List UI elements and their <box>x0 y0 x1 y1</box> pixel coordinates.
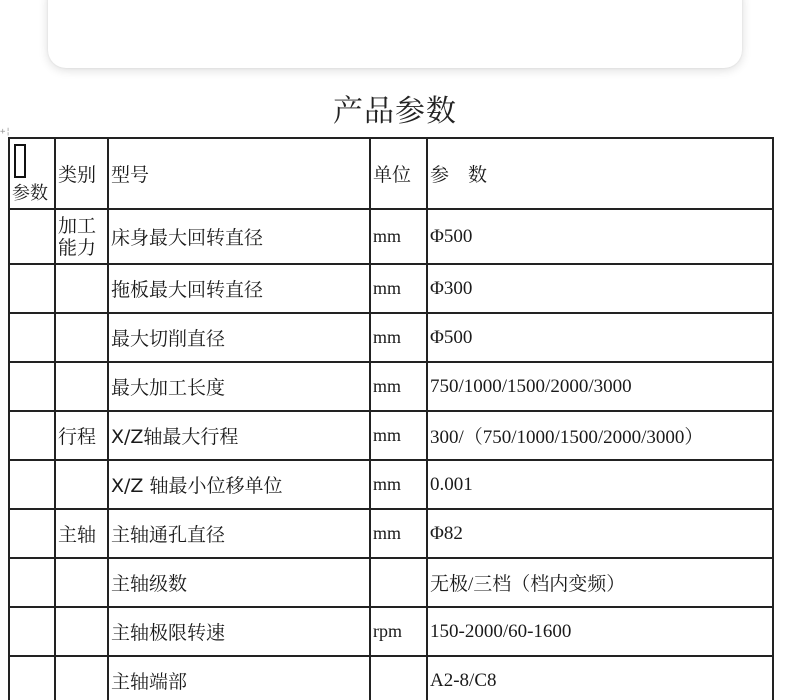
category-text: 加工能力 <box>58 214 97 259</box>
table-row <box>9 460 773 509</box>
model-cell: X/Z轴最大行程 <box>108 411 370 460</box>
params-table <box>8 137 774 700</box>
value-cell: Φ500 <box>427 209 773 264</box>
model-cell: 最大切削直径 <box>108 313 370 362</box>
table-row <box>9 209 773 264</box>
table-move-handle-icon: +¦ <box>0 127 11 137</box>
unit-cell: mm <box>370 362 427 411</box>
top-card <box>48 0 742 68</box>
category-cell <box>55 264 108 313</box>
table-row <box>9 411 773 460</box>
table-row <box>9 558 773 607</box>
header-param: 参数 <box>12 182 48 204</box>
param-cell <box>9 209 55 264</box>
param-cell <box>9 656 55 700</box>
value-cell: 750/1000/1500/2000/3000 <box>427 362 773 411</box>
empty-box-icon <box>14 144 26 178</box>
category-cell <box>55 656 108 700</box>
table-row <box>9 656 773 700</box>
param-cell <box>9 362 55 411</box>
value-cell: 无极/三档（档内变频） <box>427 558 773 607</box>
model-cell: 主轴极限转速 <box>108 607 370 656</box>
section-title: 产品参数 <box>333 94 457 129</box>
value-cell: 300/（750/1000/1500/2000/3000） <box>427 411 773 460</box>
model-cell: 最大加工长度 <box>108 362 370 411</box>
header-category: 类别 <box>55 138 108 209</box>
model-cell: 主轴级数 <box>108 558 370 607</box>
value-cell: 150-2000/60-1600 <box>427 607 773 656</box>
value-cell: A2-8/C8 <box>427 656 773 700</box>
param-cell <box>9 313 55 362</box>
header-unit: 单位 <box>370 138 427 209</box>
category-cell: 行程 <box>55 411 108 460</box>
model-cell: 主轴端部 <box>108 656 370 700</box>
header-value: 参 数 <box>427 138 773 209</box>
unit-cell: mm <box>370 264 427 313</box>
header-param-cell <box>9 138 55 209</box>
unit-cell: mm <box>370 313 427 362</box>
param-cell <box>9 509 55 558</box>
header-model: 型号 <box>108 138 370 209</box>
unit-cell: mm <box>370 509 427 558</box>
table-header-row <box>9 138 773 209</box>
param-cell <box>9 607 55 656</box>
param-cell <box>9 264 55 313</box>
value-cell: Φ500 <box>427 313 773 362</box>
param-cell <box>9 558 55 607</box>
unit-cell: mm <box>370 209 427 264</box>
category-cell <box>55 558 108 607</box>
table-row <box>9 313 773 362</box>
table-row <box>9 264 773 313</box>
model-cell: 床身最大回转直径 <box>108 209 370 264</box>
unit-cell: mm <box>370 460 427 509</box>
category-cell <box>55 607 108 656</box>
param-cell <box>9 460 55 509</box>
model-cell: 拖板最大回转直径 <box>108 264 370 313</box>
category-cell <box>55 362 108 411</box>
category-cell <box>55 313 108 362</box>
category-cell <box>55 460 108 509</box>
param-cell <box>9 411 55 460</box>
model-cell: 主轴通孔直径 <box>108 509 370 558</box>
category-cell: 主轴 <box>55 509 108 558</box>
unit-cell: mm <box>370 411 427 460</box>
unit-cell <box>370 558 427 607</box>
unit-cell: rpm <box>370 607 427 656</box>
model-cell: X/Z 轴最小位移单位 <box>108 460 370 509</box>
table-row <box>9 607 773 656</box>
table-row <box>9 509 773 558</box>
category-cell <box>55 209 108 264</box>
value-cell: Φ300 <box>427 264 773 313</box>
value-cell: Φ82 <box>427 509 773 558</box>
unit-cell <box>370 656 427 700</box>
value-cell: 0.001 <box>427 460 773 509</box>
table-row <box>9 362 773 411</box>
params-table-wrapper <box>8 137 772 700</box>
